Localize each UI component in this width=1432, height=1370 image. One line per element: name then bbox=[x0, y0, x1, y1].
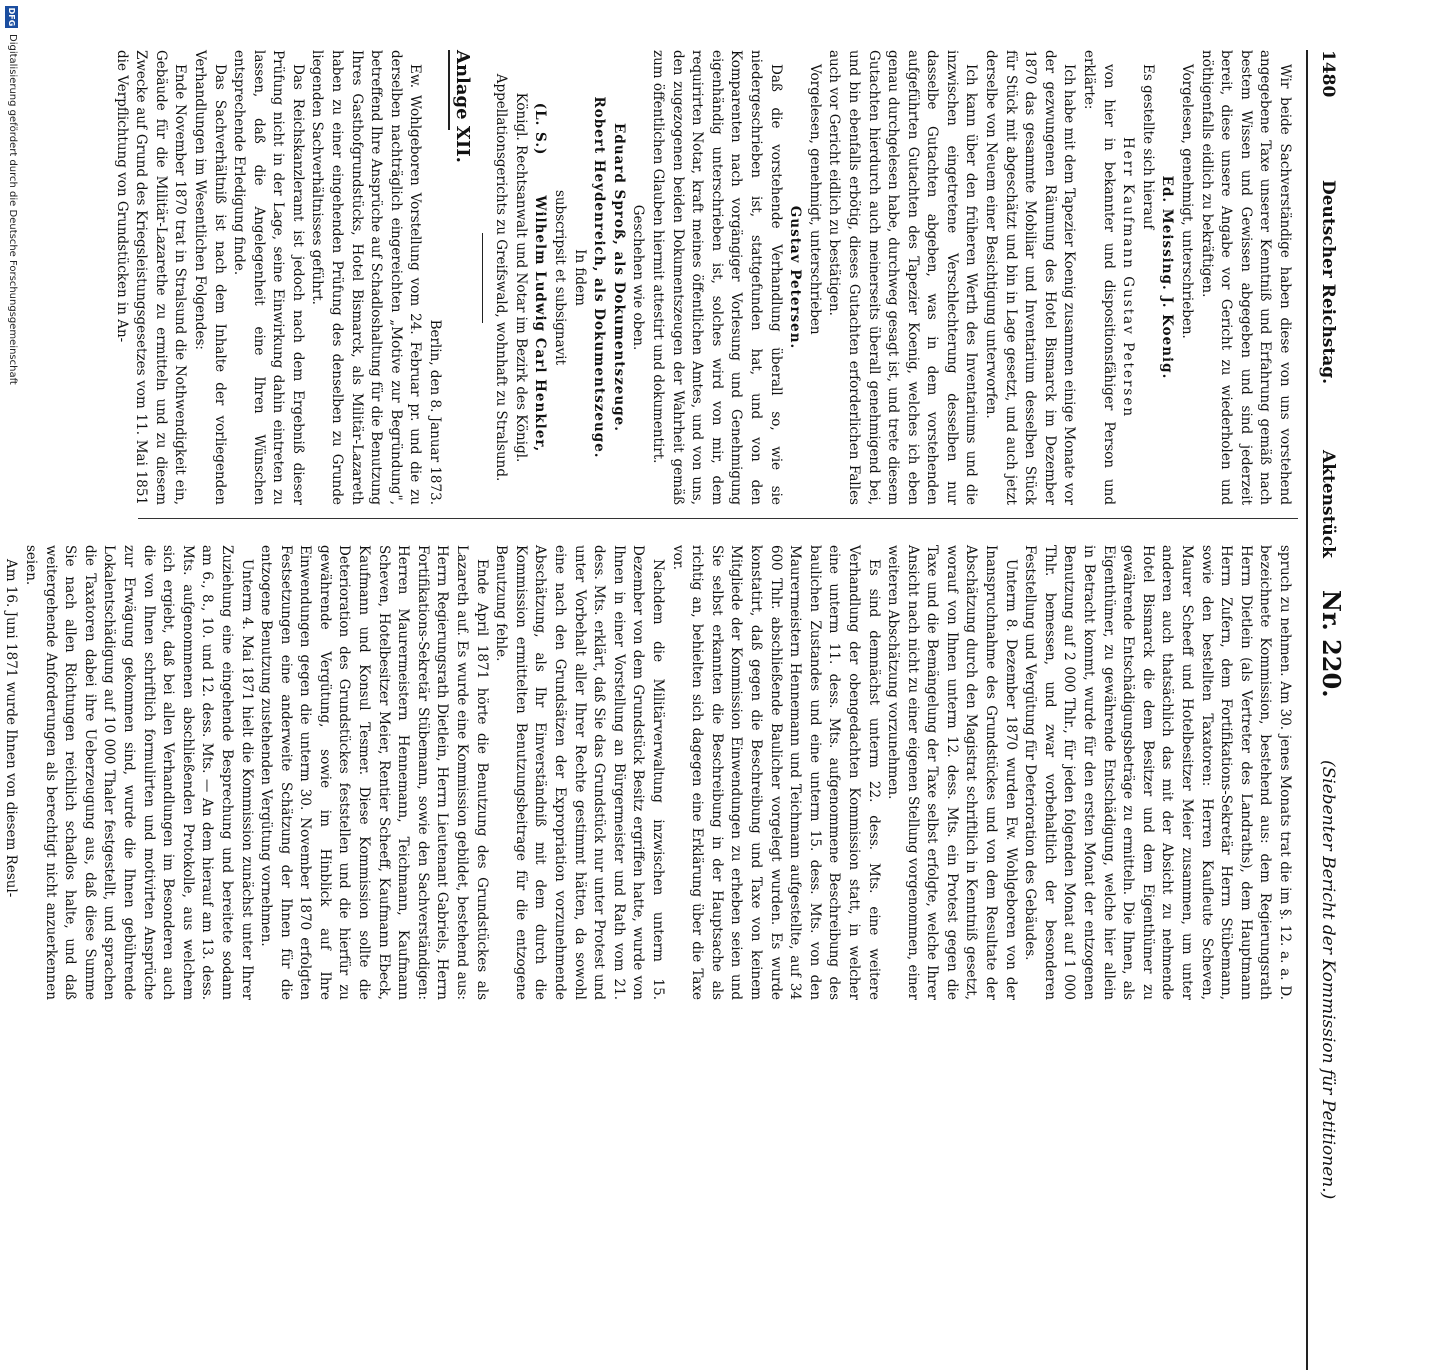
dfg-logo-icon: DFG bbox=[7, 7, 16, 27]
paragraph: Das Sachverhältniß ist nach dem Inhalte der vorliegenden Verhandlungen im Wesentlichen Folgendes: bbox=[191, 50, 228, 505]
paragraph: Wir beide Sachverständige haben diese von uns vorstehend angegebene Taxe unserer Kenntniß und Erfahrung gemäß nach bestem Wissen und Gewissen abgegeben und sind jederzeit bereit, diese unsere Angabe vor Gericht zu wiederholen und nöthigenfalls eidlich zu bekräftigen. bbox=[1198, 50, 1293, 505]
signature: Eduard Sproß, als Dokumentszeuge. bbox=[610, 123, 627, 432]
paragraph: Vorgelesen, genehmigt, unterschrieben bbox=[806, 64, 823, 335]
anlage-heading: Anlage XII. bbox=[451, 50, 473, 163]
divider bbox=[482, 233, 483, 323]
paragraph: Ende April 1871 hörte die Benutzung des Grundstückes als Lazareth auf. Es wurde eine Kommission gebildet, bestehend aus: Herrn Regierungsrath Dietlein, Herrn Lieutenant Gabriels, Herrn Fortifikations-Sekretär Stübemann, sowie den Sachverständigen: Herren Maurermeistern Hennemann, Teichmann, Kaufmann Scheven, Hotelbesitzer Meier, Rentier Scheeff, Kaufmann Ebeck, Kaufmann und Konsul Tesmer. Diese Kommission sollte die Deterioration des Grundstückes feststellen und die hierfür zu gewährende Vergütung, sowie im Hinblick auf Ihre Einwendungen gegen die unterm 30. November 1870 erfolgten Festsetzungen eine anderweite Schätzung der Ihnen für die entzogene Benutzung zustehenden Vergütung vornehmen. bbox=[258, 545, 490, 1000]
column-divider bbox=[138, 518, 1298, 519]
signature: Gustav Petersen. bbox=[787, 205, 804, 350]
paragraph: Geschehen wie oben. bbox=[630, 204, 647, 351]
seal-mark: (L. S.) bbox=[532, 102, 549, 156]
paragraph: Nachdem die Militärverwaltung inzwischen unterm 15. Dezember von dem Grundstück Besitz ergriffen hatte, wurde von Ihnen in einer Vorstellung an Bürgermeister und Rath vom 21. dess. Mts. erklärt, daß Sie das Grundstück nur unter Protest und unter Vorbehalt aller Ihrer Rechte gestimmt hätten, da sowohl eine nach den Grundsätzen der Expropriation vorzunehmende Abschätzung, als Ihr Einverständniß mit dem durch die Kommission ermittelten Benutzungsbeitrage für die entzogene Benutzung fehle. bbox=[493, 545, 666, 1000]
signature: Ed. Meissing. J. Koenig. bbox=[1159, 175, 1176, 380]
paragraph: subscripsit et subsignavit bbox=[552, 189, 569, 366]
paragraph: Unterm 4. Mai 1871 hielt die Kommission zunächst unter Ihrer Zuziehung eine eingehende Besprechung und bereitete sodann am 6., 8., 10. und 12. dess. Mts. — An dem hierauf am 13. dess. Mts. aufgenommenen abschließenden Protokolle, aus welchem sich ergiebt, daß bei allen Verhandlungen im Besonderen auch die von Ihnen schriftlich formulirten und motivirten Ansprüche zur Erwägung gekommen sind, wurde die Ihnen gebührende Lokalentschädigung auf 10 000 Thaler festgestellt, und sprachen die Taxatoren dabei ihre Ueberzeugung aus, daß diese Summe Sie nach allen Richtungen reichlich schadlos halte, und daß weitergehende Anforderungen als berechtigt nicht anzuerkennen seien. bbox=[23, 545, 255, 1000]
paragraph: Unterm 8. Dezember 1870 wurden Ew. Wohlgeboren von der Inanspruchnahme des Grundstückes und von dem Resultate der Abschätzung durch den Magistrat schriftlich in Kenntniß gesetzt, worauf von Ihnen unterm 12. dess. Mts. ein Protest gegen die Taxe und die Bemängelung der Taxe selbst erfolgte, welche Ihrer Ansicht nach nicht zu einer eigenen Stellung vorgenommen, einer weiteren Abschätzung vorzunehmen. bbox=[885, 545, 1019, 1000]
aktenstueck-number: Nr. 220. bbox=[1317, 590, 1346, 698]
paragraph: In fidem bbox=[571, 249, 588, 306]
notary-name: Wilhelm Ludwig Carl Henkler, bbox=[532, 195, 549, 453]
paragraph: Das Reichskanzleramt ist jedoch nach dem Ergebniß dieser Prüfung nicht in der Lage, seine Einwirkung dahin eintreten zu lassen, daß die Angelegenheit eine Ihren Wünschen entsprechende Erledigung finde. bbox=[231, 50, 306, 505]
commission-title: (Siebenter Bericht der Kommission für Petitionen.) bbox=[1318, 760, 1338, 1200]
left-column bbox=[111, 50, 1294, 505]
digitization-footer bbox=[2, 0, 20, 1000]
letter-date: Berlin, den 8. Januar 1873. bbox=[427, 319, 444, 505]
paragraph: Daß die vorstehende Verhandlung überall so, wie sie niedergeschrieben ist, stattgefunden hat, und von den Komparenten nach vorgängiger Vorlesung und Genehmigung eigenhändig unterschrieben ist, solches wird von mir, dem requirirten Notar, kraft meines öffentlichen Amtes, und von uns, den zugezogenen beiden Dokumentszeugen der Wahrheit gemäß zum öffentlichen Glauben hiermit attestirt und dokumentirt. bbox=[650, 50, 784, 505]
signature bbox=[530, 50, 550, 505]
paragraph: Ich habe mit dem Tapezier Koenig zusammen einige Monate vor der gezwungenen Räumung des Hotel Bismarck im Dezember 1870 das gesammte Mobiliar und Inventarium desselben Stück für Stück mit abgeschätzt und bin in Lage gesetzt, und auch jetzt derselbe von Neuem einer Besichtigung unterworfen. bbox=[983, 50, 1078, 505]
signature: Robert Heydenreich, als Dokumentszeuge. bbox=[591, 96, 608, 459]
paragraph: Herr Kaufmann Gustav Petersen bbox=[1120, 136, 1137, 419]
paragraph: Ende November 1870 trat in Stralsund die Nothwendigkeit ein, Gebäude für die Militär-Lazarethe zu ermitteln und zu diesem Zwecke auf Grund des Kriegsleistungsgesetzes vom 11. Mai 1851 die Verpflichtung von Grundstücken in An- bbox=[113, 50, 189, 505]
paragraph: Es gestellte sich hierauf bbox=[1139, 64, 1156, 230]
paragraph: spruch zu nehmen. Am 30. jenes Monats trat die im §. 12. a. a. D. bezeichnete Kommission, bestehend aus: dem Regierungsrath Herrn Dietlein (als Vertreter des Landraths), dem Hauptmann Herrn Zufern, dem Fortifikations-Sekretär Herrn Stübemann, sowie den bestellten Taxatoren: Herren Kaufleute Scheven, Maurer Scheeff und Hotelbesitzer Meier zusammen, um unter anderen auch thatsächlich das mit der Absicht zu nehmende Hotel Bismarck die dem Besitzer und dem Eigenthümer zu gewährende Entschädigungsbeträge zu ermitteln. Die Ihnen, als Eigenthümer, zu gewährende Entschädigung, welche hier allein in Betracht kommt, wurde für den ersten Monat der entzogenen Benutzung auf 2 000 Thlr., für jeden folgenden Monat auf 1 000 Thlr. bemessen, und zwar vorbehaltlich der besonderen Feststellung und Vergütung für Deterioration des Gebäudes. bbox=[1022, 545, 1293, 1000]
aktenstueck-label: Aktenstück bbox=[1318, 450, 1338, 558]
paragraph: Ew. Wohlgeboren Vorstellung vom 24. Februar pr. und die zu derselben nachträglich eingereichten „Motive zur Begründung", betreffend Ihre Ansprüche auf Schadloshaltung für die Benutzung Ihres Gasthofgrundstücks, Hotel Bismarck, als Militär-Lazareth haben zu einer eingehenden Prüfung des denselben zu Grunde liegenden Sachverhältnisses geführt. bbox=[309, 50, 424, 505]
paragraph: von hier in bekannter und dispositionsfähiger Person und erklärte: bbox=[1081, 50, 1117, 505]
paragraph: Ich kann über den früheren Werth des Inventariums und die inzwischen eingetretene Verschlechterung desselben nur dasselbe Gutachten abgeben, was in dem vorstehenden aufgeführten Gutachten des Tapezier Koenig, welches ich eben genau durchgelesen habe, durchweg gesagt ist, und trete diesem Gutachten hierdurch auch meinerseits überall genehmigend bei, und bin ebenfalls erbötig, dieses Gutachten erforderlichen Falles auch vor Gericht eidlich zu bestätigen. bbox=[826, 50, 980, 505]
paragraph: Vorgelesen, genehmigt, unterschrieben. bbox=[1179, 64, 1196, 339]
footer-text: Digitalisierung gefördert durch die Deutsche Forschungsgemeinschaft bbox=[7, 34, 18, 385]
publication-title: Deutscher Reichstag. bbox=[1318, 180, 1338, 385]
page-header bbox=[1306, 50, 1348, 1370]
right-column bbox=[1, 545, 1294, 1000]
paragraph: Am 16. Juni 1871 wurde Ihnen von diesem Resul- bbox=[3, 559, 20, 898]
divider bbox=[448, 50, 450, 130]
page-number: 1480 bbox=[1318, 50, 1338, 98]
paragraph: Königl. Rechtsanwalt und Notar im Bezirk des Königl. Appellationsgerichts zu Greifswald, wohnhaft zu Stralsund. bbox=[493, 73, 529, 482]
paragraph: Es sind demnächst unterm 22. dess. Mts. eine weitere Verhandlung der obengedachten Kommission statt, in welcher eine unterm 11. dess. Mts. aufgenommene Beschreibung des baulichen Zustandes und eine unterm 15. dess. Mts. von den Maurermeistern Hennemann und Teichmann aufgestellte, auf 34 600 Thlr. abschließende Baulicher vorgelegt wurden. Es wurde konstatirt, daß gegen die Beschreibung und Taxe von keinem Mitgliede der Kommission Einwendungen zu erheben seien und Sie selbst erkannten die Beschreibung in der Hauptsache als richtig an, behielten sich dagegen eine Erklärung über die Taxe vor. bbox=[669, 545, 882, 1000]
